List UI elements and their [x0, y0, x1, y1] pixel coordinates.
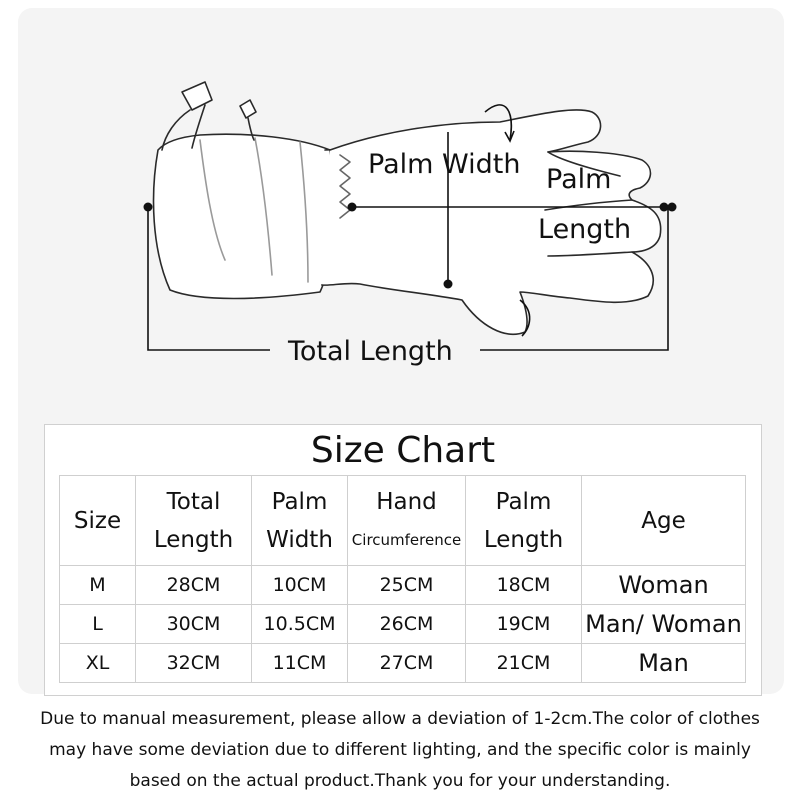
- table-row: [60, 566, 746, 605]
- size-cell: M: [60, 566, 136, 605]
- table-header-row: [60, 476, 746, 566]
- glove-toggle: [182, 82, 212, 110]
- palm-width-label: Palm Width: [368, 149, 521, 180]
- header-palm-width: Palm Width: [252, 476, 348, 566]
- age-cell: Man/ Woman: [582, 605, 746, 644]
- header-total-length: Total Length: [136, 476, 252, 566]
- hand-circumference-cell: 27CM: [348, 644, 466, 683]
- palm-length-cell: 19CM: [466, 605, 582, 644]
- header-age: Age: [582, 476, 746, 566]
- size-table: [59, 475, 746, 683]
- total-length-cell: 32CM: [136, 644, 252, 683]
- palm-width-cell: 10CM: [252, 566, 348, 605]
- disclaimer-note: [0, 704, 800, 797]
- palm-width-cell: 11CM: [252, 644, 348, 683]
- header-palm-length: Palm Length: [466, 476, 582, 566]
- header-hand-circumference: Hand Circumference: [348, 476, 466, 566]
- size-chart-title: Size Chart: [310, 430, 496, 471]
- total-length-cell: 30CM: [136, 605, 252, 644]
- table-row: [60, 605, 746, 644]
- size-cell: L: [60, 605, 136, 644]
- glove-strap-tip: [240, 100, 256, 118]
- age-cell: Man: [582, 644, 746, 683]
- disclaimer-line: may have some deviation due to different lighting, and the specific color is mainly: [49, 740, 751, 760]
- disclaimer-line: Due to manual measurement, please allow a deviation of 1-2cm.The color of clothes: [40, 709, 760, 729]
- glove-drawing: [154, 82, 661, 334]
- size-cell: XL: [60, 644, 136, 683]
- palm-width-cell: 10.5CM: [252, 605, 348, 644]
- hand-circumference-cell: 26CM: [348, 605, 466, 644]
- palm-length-cell: 18CM: [466, 566, 582, 605]
- header-size: Size: [60, 476, 136, 566]
- age-cell: Woman: [582, 566, 746, 605]
- palm-length-label-top: Palm: [546, 164, 612, 195]
- size-chart: [44, 424, 762, 696]
- total-length-cell: 28CM: [136, 566, 252, 605]
- total-length-label: Total Length: [288, 336, 453, 367]
- table-row: [60, 644, 746, 683]
- palm-length-cell: 21CM: [466, 644, 582, 683]
- palm-length-label-bottom: Length: [538, 214, 632, 245]
- disclaimer-line: based on the actual product.Thank you for your understanding.: [129, 771, 671, 791]
- hand-circumference-cell: 25CM: [348, 566, 466, 605]
